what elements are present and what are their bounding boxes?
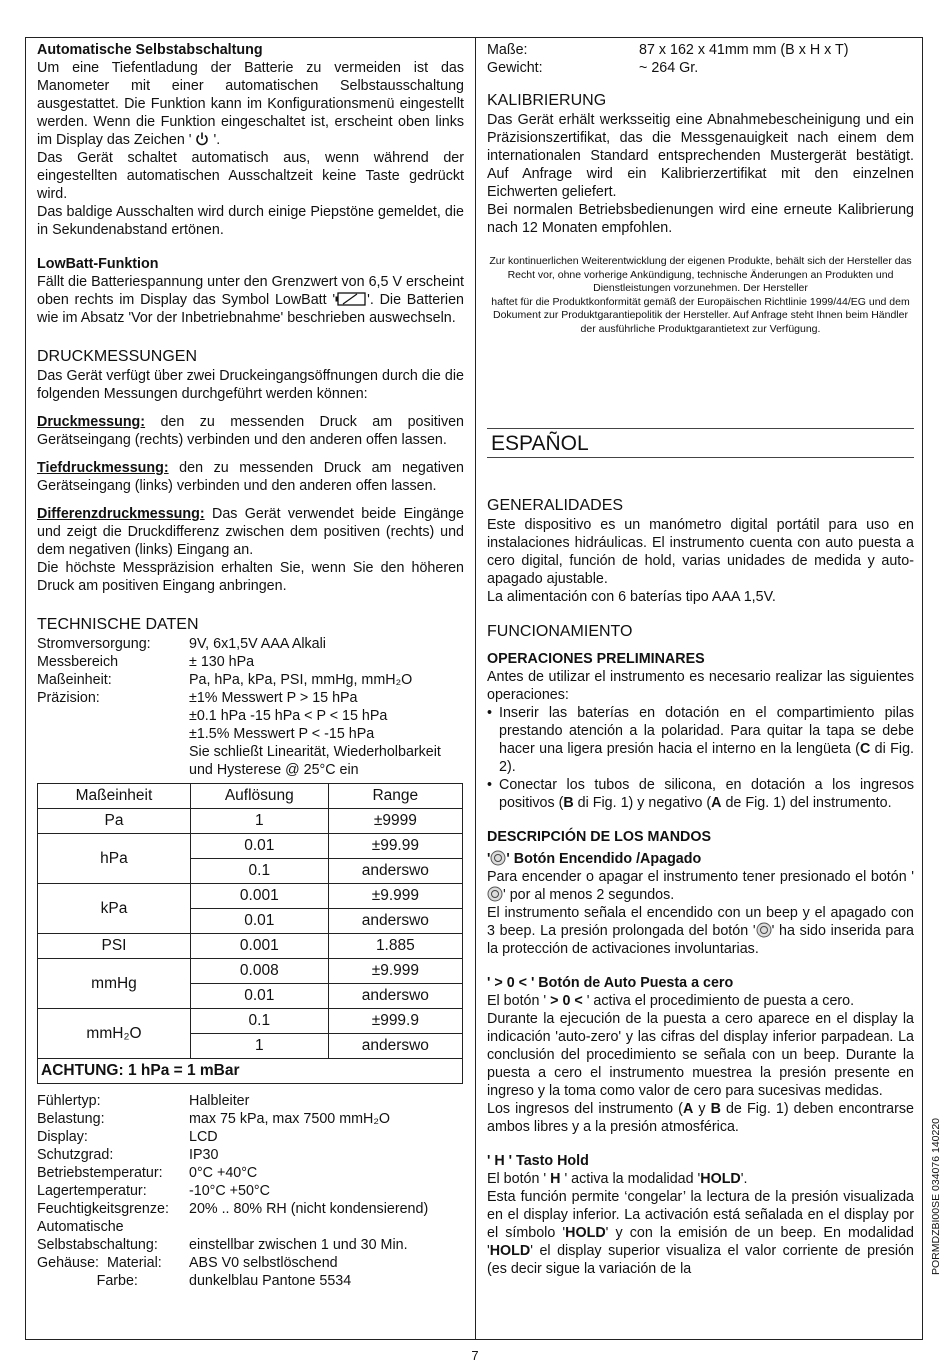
spec-key: Präzision: (37, 690, 100, 706)
hold-button-p1: El botón ' H ' activa la modalidad 'HOLD'. (487, 1171, 748, 1187)
spec-key: Belastung: (37, 1111, 105, 1127)
spec-key: Farbe: (37, 1273, 138, 1289)
kalibrierung-p2: Bei normalen Betriebsbedienungen wird eine erneute Kalibrierung nach 12 Monaten empfohlen. (487, 202, 914, 236)
spec-value: 0°C +40°C (189, 1165, 258, 1181)
spec-key (37, 725, 189, 743)
spec-key (37, 761, 189, 779)
document-code: PORMDZBI00SE 034076 140220 (930, 1117, 942, 1275)
range-cell: 1.885 (328, 934, 462, 959)
operaciones-intro: Antes de utilizar el instrumento es necesario realizar las siguientes operaciones: (487, 669, 914, 703)
spec-value: ±1% Messwert P > 15 hPa (189, 690, 358, 706)
resolution-cell: 0.001 (190, 884, 328, 909)
power-button-icon (756, 922, 772, 938)
spec-key: Stromversorgung: (37, 636, 151, 652)
generalidades-title: GENERALIDADES (487, 497, 624, 514)
table-row (38, 834, 463, 859)
auto-paragraph-3: Das baldige Ausschalten wird durch einige Piepstöne gemeldet, die in Sekundenabstand ertönen. (37, 204, 464, 238)
unit-cell: kPa (38, 884, 191, 934)
druck-intro: Das Gerät verfügt über zwei Druckeingangsöffnungen durch die die folgenden Messungen durchgeführt werden können: (37, 368, 464, 402)
zero-button-p2: Durante la ejecución de la puesta a cero aparece en el display la indicación 'auto-zero' y las cifras del display inferior parpadean. La conclusión del procedimiento se señala con un beep. Durante la puesta a cero el instrumento muestrea la presión presente en ingreso y la toma como valor de cero para sucesivas medidas. (487, 1011, 914, 1099)
spec-value: Sie schließt Linearität, Wiederholbarkeit (189, 744, 441, 760)
range-cell: ±99.99 (328, 834, 462, 859)
spec-key: Automatische (37, 1219, 124, 1235)
descripcion-title: DESCRIPCIÓN DE LOS MANDOS (487, 829, 712, 845)
range-cell: anderswo (328, 1034, 462, 1059)
list-item: • Inserir las baterías en dotación en el compartimiento pilas prestando atención a la polaridad. Para quitar la tapa se debe hacer una ligera presión hacia el interno en la lengüeta (C di Fig. 2). (487, 705, 915, 775)
spec-list-2 (37, 1092, 464, 1290)
hold-button-p2: Esta función permite ‘congelar’ la lectura de la presión visualizada en el display inferior. La activación está señalada en el display por el símbolo 'HOLD' y con la emisión de un beep. En modalidad 'HOLD' el display superior visualiza el valor corriente de presión (es decir sigue la variación de la (487, 1189, 914, 1277)
funcionamiento-title: FUNCIONAMIENTO (487, 623, 633, 640)
spec-value: ± 130 hPa (189, 654, 255, 670)
table-row (38, 959, 463, 984)
zero-button-title: ' > 0 < ' Botón de Auto Puesta a cero (487, 975, 734, 991)
unit-cell: mmHg (38, 959, 191, 1009)
espanol-section-title: ESPAÑOL (487, 428, 914, 458)
units-table (37, 783, 463, 1084)
spec-key: Gehäuse: Material: (37, 1255, 162, 1271)
hold-button-title: ' H ' Tasto Hold (487, 1153, 589, 1169)
table-row (38, 934, 463, 959)
spec-key: Betriebstemperatur: (37, 1165, 163, 1181)
spec-value: 9V, 6x1,5V AAA Alkali (189, 636, 326, 652)
differenzdruck-paragraph: Differenzdruckmessung: Das Gerät verwendet beide Eingänge und zeigt die Druckdifferenz zwischen dem positiven (rechts) und dem negativen (links) Eingang an. (37, 506, 464, 558)
range-cell: ±999.9 (328, 1009, 462, 1034)
auto-paragraph-1: Um eine Tiefentladung der Batterie zu vermeiden ist das Manometer mit einer automatischen Selbstausschaltung ausgestattet. Die Funktion kann im Konfigurationsmenü eingestellt werden. Wenn die Funktion eingeschaltet ist, erscheint oben links im Display das Zeichen ' '. (37, 60, 464, 148)
resolution-cell: 0.1 (190, 1009, 328, 1034)
range-cell: ±9.999 (328, 884, 462, 909)
power-button-title: ' ' Botón Encendido /Apagado (487, 851, 702, 867)
spec-value: Pa, hPa, kPa, PSI, mmHg, mmH₂O (189, 672, 413, 688)
spec-key: Maßeinheit: (37, 672, 112, 688)
resolution-cell: 0.01 (190, 909, 328, 934)
unit-cell: Pa (38, 809, 191, 834)
spec-key (37, 707, 189, 725)
range-cell: anderswo (328, 909, 462, 934)
table-header-cell: Maßeinheit (38, 784, 191, 809)
table-row (38, 1009, 463, 1034)
spec-key: Lagertemperatur: (37, 1183, 147, 1199)
battery-low-icon (335, 292, 367, 306)
technische-daten-title: TECHNISCHE DATEN (37, 616, 199, 633)
range-cell: anderswo (328, 859, 462, 884)
spec-value: -10°C +50°C (189, 1183, 270, 1199)
zero-button-p1: El botón ' > 0 < ' activa el procedimiento de puesta a cero. (487, 993, 855, 1009)
tiefdruck-paragraph: Tiefdruckmessung: den zu messenden Druck am negativen Gerätseingang (links) verbinden und den anderen offen lassen. (37, 460, 464, 494)
resolution-cell: 0.1 (190, 859, 328, 884)
resolution-cell: 1 (190, 809, 328, 834)
spec-key: Gewicht: (487, 60, 543, 76)
spec-value: max 75 kPa, max 7500 mmH₂O (189, 1111, 391, 1127)
unit-cell: hPa (38, 834, 191, 884)
power-button-icon (490, 850, 506, 866)
lowbatt-paragraph: Fällt die Batteriespannung unter den Grenzwert von 6,5 V erscheint oben rechts im Display das Symbol LowBatt ' '. Die Batterien wie im Absatz 'Vor der Inbetriebnahme' beschrieben auswechseln. (37, 274, 464, 326)
spec-value: 87 x 162 x 41mm mm (B x H x T) (639, 42, 849, 58)
spec-key: Display: (37, 1129, 88, 1145)
spec-value: dunkelblau Pantone 5534 (189, 1273, 352, 1289)
resolution-cell: 1 (190, 1034, 328, 1059)
spec-value: LCD (189, 1129, 218, 1145)
spec-value: ABS V0 selbstlöschend (189, 1255, 338, 1271)
generalidades-p1: Este dispositivo es un manómetro digital portátil para uso en instalaciones hidráulicas. El instrumento cuenta con auto puesta a cero digital, función de hold, varias unidades de medida y auto- apagado ajustable. (487, 517, 914, 587)
left-column (37, 41, 464, 1290)
operaciones-title: OPERACIONES PRELIMINARES (487, 651, 705, 667)
unit-cell: mmH₂O (38, 1009, 191, 1059)
kalibrierung-title: KALIBRIERUNG (487, 92, 607, 109)
zero-button-p3: Los ingresos del instrumento (A y B de Fig. 1) deben encontrarse ambos libres y a la presión atmosférica. (487, 1101, 914, 1135)
power-button-p2: El instrumento señala el encendido con un beep y el apagado con 3 beep. La presión prolongada del botón ' ' ha sido inserida para la protección de activaciones involuntarias. (487, 905, 914, 957)
auto-title: Automatische Selbstabschaltung (37, 42, 263, 58)
manufacturer-notice: Zur kontinuerlichen Weiterentwicklung der eigenen Produkte, behält sich der Hersteller das Recht vor, ohne vorherige Ankündigung, technische Änderungen an Produkten und Dienstleistungen vorzunehmen. Der Hersteller haftet für die Produktkonformität gemäß der Europäischen Richtlinie 1999/44/EG und dem Dokument zur Produktgarantiepolitik der Hersteller. Auf Anfrage steht Ihnen beim Händler der ausführliche Produktgarantietext zur Verfügung. (489, 255, 912, 335)
table-header-cell: Auflösung (190, 784, 328, 809)
table-note: ACHTUNG: 1 hPa = 1 mBar (38, 1059, 463, 1084)
power-button-p1: Para encender o apagar el instrumento tener presionado el botón '' por al menos 2 segundos. (487, 869, 914, 903)
dimension-spec (487, 41, 914, 77)
spec-key: Feuchtigkeitsgrenze: (37, 1201, 169, 1217)
resolution-cell: 0.01 (190, 984, 328, 1009)
kalibrierung-p1: Das Gerät erhält werksseitig eine Abnahmebescheinigung und ein Präzisionszertifikat, das die Messgenauigkeit nach einem dem internationalen Standard entsprechenden Mustergerät bestätigt. Auf Anfrage wird ein Kalibrierzertifikat mit den einzelnen Eichwerten geliefert. (487, 112, 914, 200)
spec-value: einstellbar zwischen 1 und 30 Min. (189, 1237, 408, 1253)
spec-value: ±0.1 hPa -15 hPa < P < 15 hPa (189, 708, 388, 724)
spec-key: Maße: (487, 42, 528, 58)
page-number: 7 (471, 1348, 479, 1363)
spec-value: ±1.5% Messwert P < -15 hPa (189, 726, 375, 742)
table-row (38, 809, 463, 834)
spec-list-1 (37, 635, 464, 779)
spec-key (37, 743, 189, 761)
auto-paragraph-2: Das Gerät schaltet automatisch aus, wenn während der eingestellten automatischen Ausschaltzeit keine Taste gedrückt wird. (37, 150, 464, 202)
spec-key: Fühlertyp: (37, 1093, 101, 1109)
list-item: • Conectar los tubos de silicona, en dotación a los ingresos positivos (B di Fig. 1) y negativo (A de Fig. 1) del instrumento. (487, 777, 914, 811)
spec-value: IP30 (189, 1147, 219, 1163)
spec-key: Messbereich (37, 654, 119, 670)
power-icon (195, 132, 209, 146)
table-header-cell: Range (328, 784, 462, 809)
druckmessung-paragraph: Druckmessung: den zu messenden Druck am positiven Gerätseingang (rechts) verbinden und den anderen offen lassen. (37, 414, 464, 448)
range-cell: anderswo (328, 984, 462, 1009)
lowbatt-title: LowBatt-Funktion (37, 256, 159, 272)
precision-paragraph: Die höchste Messpräzision erhalten Sie, wenn Sie den höheren Druck am positiven Eingang anbringen. (37, 560, 464, 594)
spec-key: Schutzgrad: (37, 1147, 114, 1163)
druckmessungen-title: DRUCKMESSUNGEN (37, 348, 198, 365)
table-row (38, 884, 463, 909)
spec-value: und Hysterese @ 25°C ein (189, 762, 359, 778)
spec-key: Selbstabschaltung: (37, 1237, 158, 1253)
generalidades-p2: La alimentación con 6 baterías tipo AAA 1,5V. (487, 589, 776, 605)
range-cell: ±9999 (328, 809, 462, 834)
spec-value: Halbleiter (189, 1093, 250, 1109)
right-column (487, 41, 914, 1278)
unit-cell: PSI (38, 934, 191, 959)
spec-value: 20% .. 80% RH (nicht kondensierend) (189, 1201, 429, 1217)
column-divider (475, 37, 476, 1340)
power-button-icon (487, 886, 503, 902)
spec-value (189, 1218, 464, 1236)
resolution-cell: 0.001 (190, 934, 328, 959)
resolution-cell: 0.01 (190, 834, 328, 859)
range-cell: ±9.999 (328, 959, 462, 984)
resolution-cell: 0.008 (190, 959, 328, 984)
spec-value: ~ 264 Gr. (639, 60, 699, 76)
